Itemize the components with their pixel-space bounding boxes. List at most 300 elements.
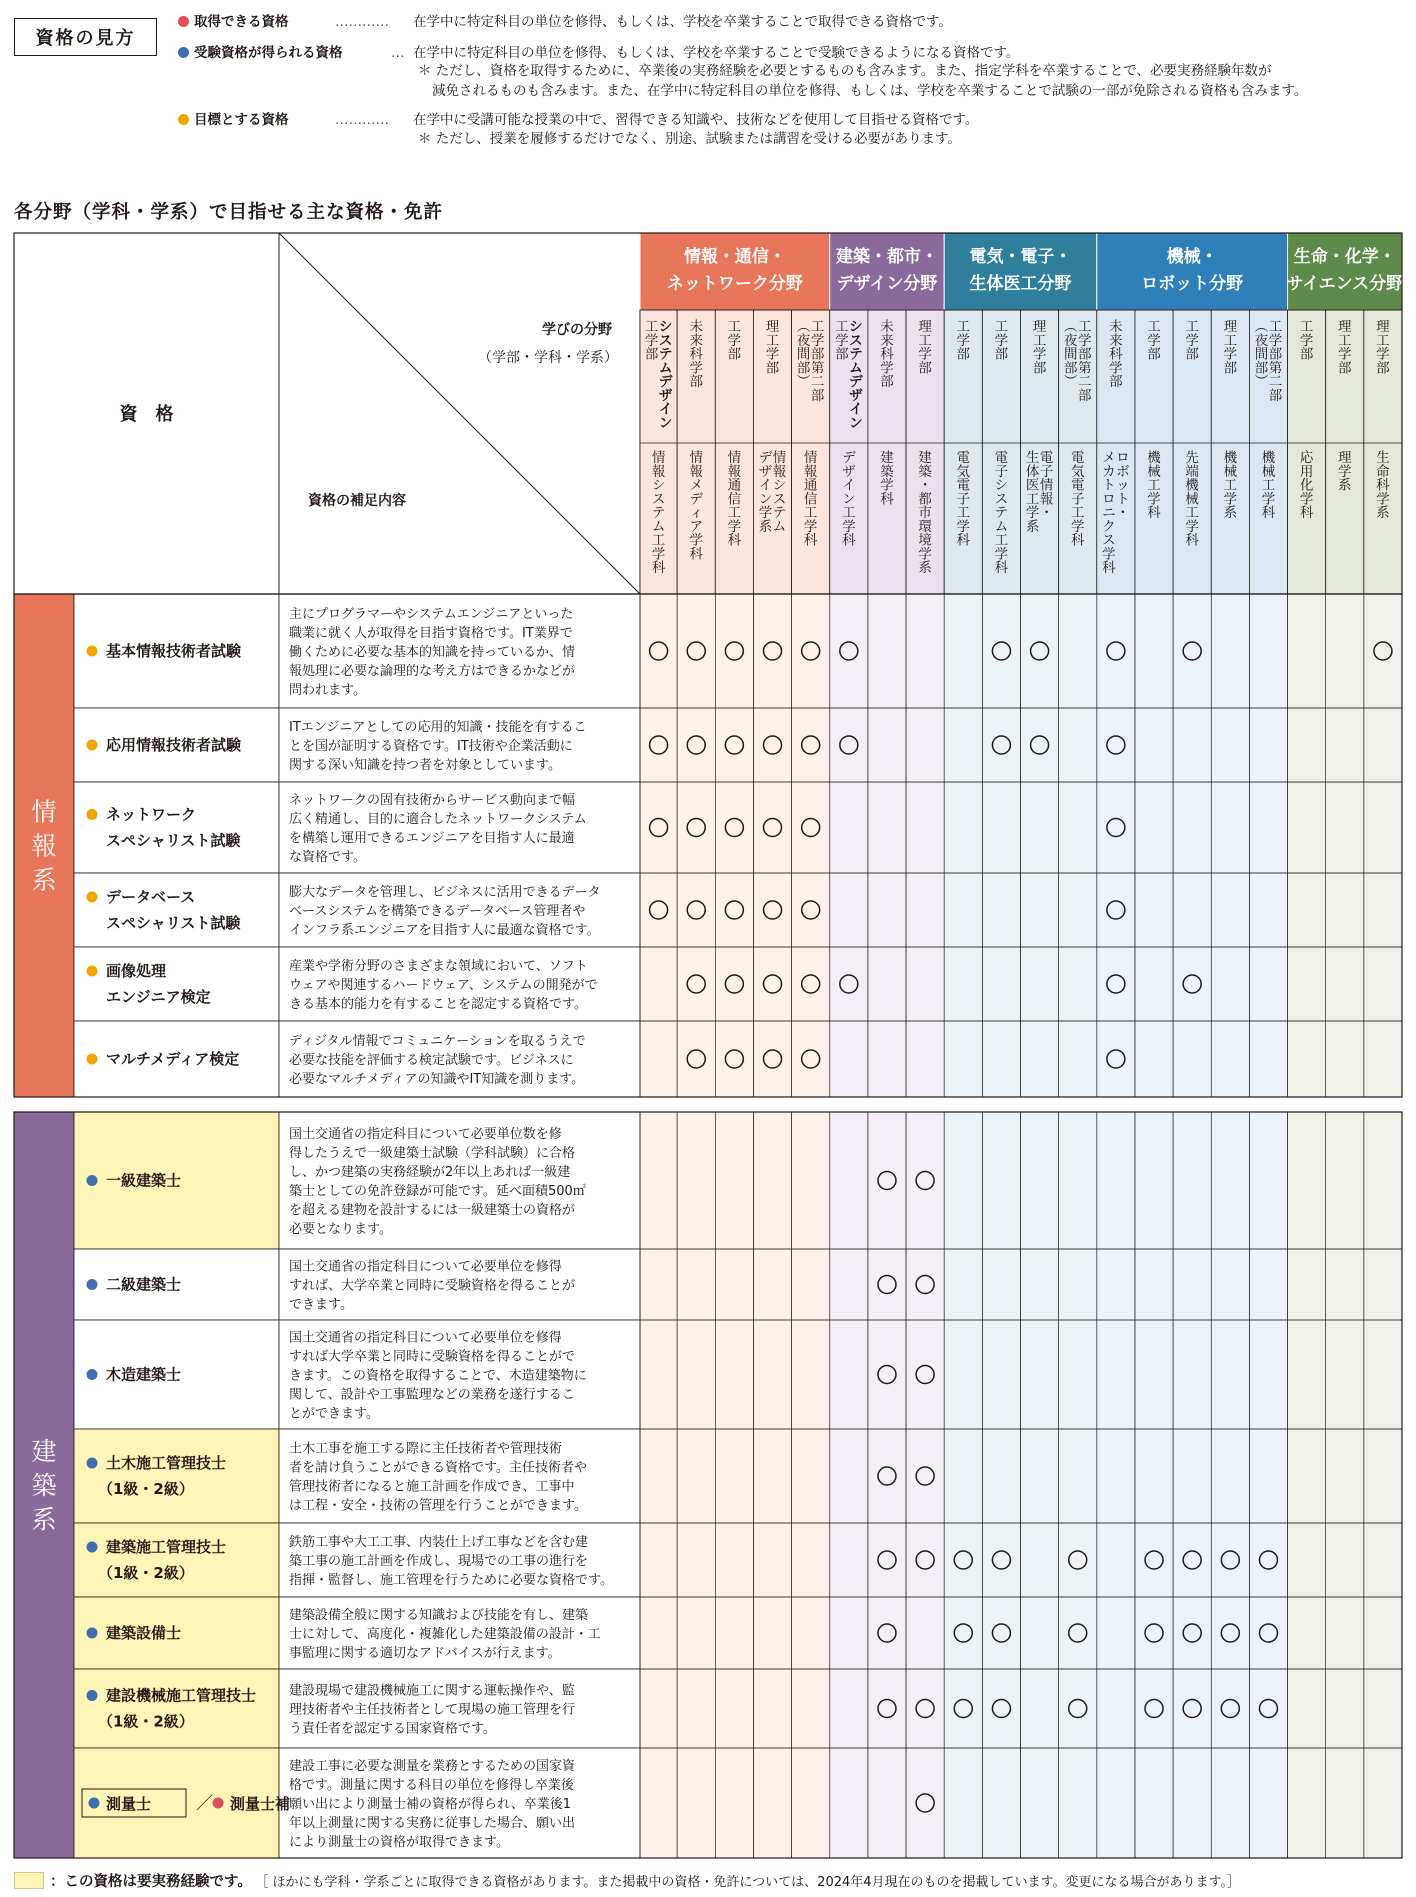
blue-dot-icon (87, 1628, 98, 1639)
svg-text:部: 部 (994, 346, 1009, 363)
column-band (1097, 1112, 1135, 1858)
svg-text:部: 部 (810, 387, 825, 404)
qualification-description: 関して、設計や工事監理などの業務を遂行するこ (289, 1387, 575, 1403)
column-dept (880, 449, 894, 507)
svg-text:工: 工 (651, 532, 666, 549)
svg-text:夜: 夜 (1063, 332, 1078, 349)
column-band (1249, 1112, 1287, 1858)
svg-text:二: 二 (810, 374, 825, 391)
qualification-name: 木造建築士 (106, 1365, 182, 1384)
svg-text:通: 通 (803, 477, 818, 494)
svg-text:応: 応 (1299, 450, 1314, 466)
svg-text:デ: デ (842, 450, 856, 466)
svg-text:ロ: ロ (1116, 450, 1130, 466)
column-dept (842, 450, 856, 549)
field-group-name: ネットワーク分野 (666, 274, 803, 294)
column-band (715, 594, 753, 1097)
svg-text:ス: ス (1102, 532, 1116, 549)
column-faculty (689, 318, 703, 390)
svg-text:系: 系 (1376, 505, 1390, 522)
qualification-description: 必要となります。 (289, 1222, 392, 1237)
svg-text:械: 械 (1261, 463, 1276, 480)
svg-text:子: 子 (1039, 463, 1054, 480)
qualification-description: 年以上測量に関する実務に従事した場合、願い出 (289, 1816, 576, 1831)
svg-text:ス: ス (772, 491, 787, 508)
svg-text:学: 学 (1025, 505, 1040, 522)
qualification-description: とを国が証明する資格です。IT技術や企業活動に (289, 739, 573, 754)
svg-text:工: 工 (1185, 505, 1199, 522)
svg-text:部: 部 (644, 346, 659, 363)
svg-text:夜: 夜 (796, 332, 811, 349)
column-band (944, 594, 982, 1097)
blue-dot-icon (87, 1458, 98, 1469)
svg-text:ム: ム (651, 518, 666, 535)
svg-text:科: 科 (1102, 560, 1116, 577)
svg-text:学: 学 (956, 332, 971, 349)
column-band (1364, 594, 1402, 1097)
column-dept (728, 449, 742, 549)
section-label: 築 (31, 1471, 57, 1500)
svg-text:械: 械 (1185, 491, 1199, 508)
column-dept (1300, 450, 1314, 521)
svg-text:科: 科 (880, 346, 894, 363)
qualification-description: 報処理に必要な論理的な考え方はできるかなどが (289, 664, 576, 679)
svg-text:ム: ム (849, 360, 863, 377)
svg-text:工: 工 (835, 319, 849, 335)
separator: ／ (196, 1794, 213, 1814)
svg-text:学: 学 (1338, 346, 1352, 363)
orange-dot-icon (87, 646, 98, 657)
svg-text:ッ: ッ (1116, 477, 1130, 494)
svg-text:理: 理 (765, 319, 780, 335)
svg-text:命: 命 (1376, 463, 1390, 480)
svg-text:二: 二 (1077, 374, 1092, 391)
svg-text:学: 学 (880, 360, 894, 377)
svg-text:学: 学 (727, 332, 742, 349)
column-faculty (1078, 319, 1092, 404)
svg-text:学: 学 (1261, 491, 1276, 508)
field-group-header (640, 233, 830, 310)
svg-text:ザ: ザ (758, 463, 773, 480)
svg-text:来: 来 (689, 332, 703, 349)
svg-text:部: 部 (1032, 360, 1047, 377)
svg-text:用: 用 (1299, 463, 1314, 480)
svg-text:学: 学 (1338, 463, 1352, 480)
qualification-description: 国土交通省の指定科目について必要単位を修得 (289, 1259, 562, 1275)
qualification-description: 問われます。 (289, 683, 366, 698)
svg-text:夜: 夜 (1254, 332, 1269, 349)
qualification-name: 応用情報技術者試験 (106, 736, 242, 754)
svg-text:部: 部 (765, 360, 780, 377)
svg-text:シ: シ (651, 477, 666, 494)
legend-note: 減免されるものも含みます。また、在学中に特定科目の単位を修得、もしくは、学校を卒業することで試験の一部が免除される資格も含みます。 (432, 83, 1308, 99)
svg-text:械: 械 (1147, 463, 1161, 480)
qualification-description: を超える建物を設計するには一級建築士の資格が (289, 1203, 576, 1218)
qualification-description: は工程・安全・技術の管理を行うことができます。 (289, 1498, 587, 1514)
svg-text:工: 工 (1032, 332, 1047, 349)
orange-dot-icon (87, 966, 98, 977)
qualification-description: 必要な技能を評価する検定試験です。ビジネスに (289, 1053, 574, 1068)
column-dept (918, 449, 932, 576)
footer (14, 1870, 1240, 1891)
section-label: 情 (31, 797, 57, 827)
column-band (830, 594, 868, 1097)
svg-text:工: 工 (994, 319, 1009, 335)
svg-text:メ: メ (689, 477, 703, 494)
svg-text:未: 未 (689, 319, 703, 335)
field-group-header (944, 233, 1097, 310)
qualification-cell (74, 947, 279, 1021)
svg-text:ス: ス (849, 332, 863, 349)
svg-text:理: 理 (1338, 319, 1352, 335)
svg-text:生: 生 (1025, 450, 1040, 466)
qualification-name: 画像処理 (106, 962, 167, 980)
column-band (1211, 594, 1249, 1097)
svg-text:イ: イ (658, 401, 673, 418)
svg-text:系: 系 (1223, 505, 1238, 522)
column-dept (1376, 449, 1390, 521)
svg-text:電: 電 (994, 450, 1009, 466)
svg-text:ア: ア (689, 518, 703, 535)
svg-text:生: 生 (1376, 450, 1390, 466)
svg-text:科: 科 (1185, 532, 1199, 549)
column-dept (1116, 450, 1130, 521)
svg-text:デ: デ (689, 491, 703, 508)
legend-name: 目標とする資格 (194, 112, 289, 128)
svg-text:デ: デ (849, 374, 863, 391)
legend-desc: 在学中に特定科目の単位を修得、もしくは、学校を卒業することで取得できる資格です。 (413, 14, 952, 30)
qualification-description: 事監理に関する適切なアドバイスが行えます。 (289, 1646, 561, 1661)
svg-text:系: 系 (1338, 477, 1352, 494)
svg-text:ン: ン (842, 491, 856, 508)
svg-text:未: 未 (880, 319, 894, 335)
svg-text:・: ・ (918, 477, 932, 494)
svg-text:学: 学 (1147, 491, 1161, 508)
qualification-description: 膨大なデータを管理し、ビジネスに活用できるデータ (289, 885, 601, 900)
blue-dot-icon (87, 1690, 98, 1701)
svg-text:系: 系 (1025, 518, 1040, 535)
qualification-description: 者を請け負うことができる資格です。主任技術者や (289, 1460, 587, 1476)
experience-swatch (14, 1872, 44, 1889)
legend-note: ＊ ただし、授業を履修するだけでなく、別途、試験または講習を受ける必要があります。 (418, 131, 961, 147)
svg-text:ボ: ボ (1116, 463, 1130, 480)
svg-text:電: 電 (956, 450, 971, 466)
qualification-description: 関する深い知識を持つ者を対象としています。 (289, 758, 561, 773)
svg-text:情: 情 (803, 450, 818, 466)
qualification-description: 願い出により測量士補の資格が得られ、卒業後1 (289, 1797, 572, 1812)
svg-text:気: 気 (956, 463, 971, 480)
svg-text:情: 情 (727, 450, 742, 466)
qualification-description: 広く精通し、目的に適合したネットワークシステム (289, 812, 587, 827)
svg-text:機: 機 (1223, 450, 1238, 466)
svg-text:学: 学 (727, 518, 742, 535)
svg-text:学: 学 (842, 518, 856, 535)
qualification-cell (74, 1429, 279, 1523)
section-label: 系 (31, 865, 57, 895)
qualification-name: エンジニア検定 (106, 988, 211, 1006)
field-group-name: 生体医工分野 (969, 274, 1072, 294)
column-faculty (728, 319, 742, 363)
orange-dot-icon (87, 892, 98, 903)
svg-text:系: 系 (918, 560, 932, 577)
column-faculty (918, 319, 932, 376)
svg-text:電: 電 (956, 477, 971, 494)
svg-text:工: 工 (1070, 505, 1085, 522)
svg-text:ム: ム (772, 518, 787, 535)
svg-text:工: 工 (803, 505, 818, 522)
svg-text:工: 工 (1147, 477, 1161, 494)
qualification-description: 得したうえで一級建築士試験（学科試験）に合格 (289, 1146, 576, 1161)
svg-text:工: 工 (644, 319, 659, 335)
svg-text:理: 理 (1376, 319, 1390, 335)
svg-text:シ: シ (658, 319, 673, 335)
red-dot-icon (213, 1798, 224, 1809)
svg-text:来: 来 (1109, 332, 1123, 349)
qualification-description: すれば、大学卒業と同時に受験資格を得ることが (289, 1278, 576, 1294)
legend-item-exam: 受験資格が得られる資格 … 在学中に特定科目の単位を修得、もしくは、学校を卒業することで受験できるようになる資格です。 (178, 44, 1019, 62)
column-band (830, 1112, 868, 1858)
column-band (1173, 1112, 1211, 1858)
svg-text:学: 学 (765, 346, 780, 363)
qualification-name: 二級建築士 (106, 1275, 182, 1294)
qualification-description: きる基本的能力を有することを認定する資格です。 (289, 997, 587, 1012)
svg-text:工: 工 (1223, 332, 1238, 349)
column-band (1326, 1112, 1364, 1858)
qualification-description: きます。この資格を取得することで、木造建築物に (289, 1368, 587, 1384)
svg-text:科: 科 (880, 491, 894, 508)
svg-text:間: 間 (1063, 346, 1078, 363)
svg-text:第: 第 (1077, 360, 1092, 377)
svg-text:医: 医 (1025, 477, 1040, 494)
qualification-description: とができます。 (289, 1406, 379, 1422)
column-band (1326, 594, 1364, 1097)
legend-item-acquire: 取得できる資格 ………… 在学中に特定科目の単位を修得、もしくは、学校を卒業することで取得できる資格です。 (178, 13, 952, 31)
column-faculty (766, 319, 780, 376)
svg-text:理: 理 (1338, 450, 1352, 466)
field-group-name: 生命・化学・ (1293, 247, 1396, 267)
svg-text:情: 情 (1039, 477, 1054, 494)
column-band (792, 594, 830, 1097)
legend-title: 資格の見方 (14, 18, 157, 56)
column-faculty (1109, 318, 1123, 390)
svg-text:工: 工 (1261, 477, 1276, 494)
svg-text:報: 報 (689, 463, 703, 480)
svg-text:科: 科 (1109, 346, 1123, 363)
qualification-name: マルチメディア検定 (106, 1050, 240, 1068)
svg-text:環: 環 (918, 518, 932, 535)
svg-text:学: 学 (689, 532, 703, 549)
svg-text:学: 学 (1223, 346, 1238, 363)
column-band (1211, 1112, 1249, 1858)
svg-text:子: 子 (956, 491, 971, 508)
svg-text:部: 部 (796, 360, 811, 377)
svg-text:学: 学 (644, 332, 659, 349)
svg-text:︶: ︶ (1254, 374, 1269, 391)
qualification-description: 管理技術者になると施工計画を作成でき、工事中 (289, 1479, 575, 1495)
svg-text:学: 学 (835, 332, 849, 349)
svg-text:シ: シ (849, 319, 863, 335)
svg-text:工: 工 (1299, 319, 1314, 335)
svg-text:部: 部 (1077, 387, 1092, 404)
column-dept (652, 449, 666, 576)
header-note-label: 資格の補足内容 (308, 493, 406, 509)
svg-text:築: 築 (918, 463, 932, 480)
svg-text:部: 部 (1254, 360, 1269, 377)
qualification-name: 測量士 (106, 1795, 152, 1813)
svg-text:︵: ︵ (796, 319, 811, 335)
svg-text:学: 学 (1268, 332, 1283, 349)
column-faculty (849, 319, 863, 431)
qualification-name: （1級・2級） (98, 1480, 194, 1498)
column-band (906, 594, 944, 1097)
svg-text:メ: メ (1102, 450, 1116, 466)
svg-text:学: 学 (758, 505, 773, 522)
svg-text:部: 部 (1109, 374, 1123, 391)
qualification-description: 鉄筋工事や大工工事、内装仕上げ工事などを含む建 (289, 1535, 589, 1550)
column-faculty (645, 319, 659, 363)
column-faculty (1338, 319, 1352, 376)
svg-text:科: 科 (689, 346, 703, 363)
column-band (1135, 594, 1173, 1097)
svg-text:学: 学 (1223, 491, 1238, 508)
column-band (715, 1112, 753, 1858)
qualification-cell (74, 1669, 279, 1748)
column-band (677, 594, 715, 1097)
svg-text:部: 部 (956, 346, 971, 363)
column-faculty (1224, 319, 1238, 376)
svg-text:ス: ス (994, 491, 1009, 508)
column-band (1135, 1112, 1173, 1858)
svg-text:学: 学 (689, 360, 703, 377)
svg-text:工: 工 (1338, 332, 1352, 349)
svg-text:子: 子 (1070, 491, 1085, 508)
svg-text:科: 科 (956, 532, 971, 549)
svg-text:学: 学 (1299, 491, 1314, 508)
section-title: 各分野（学科・学系）で目指せる主な資格・免許 (14, 202, 444, 223)
svg-text:信: 信 (727, 491, 742, 508)
column-dept (1262, 449, 1276, 521)
svg-text:学: 学 (803, 518, 818, 535)
field-group-name: 建築・都市・ (835, 247, 938, 267)
column-faculty (811, 319, 825, 404)
svg-text:︵: ︵ (1254, 319, 1269, 335)
svg-text:学: 学 (1070, 518, 1085, 535)
svg-text:工: 工 (918, 332, 932, 349)
svg-text:機: 機 (1261, 450, 1276, 466)
qualification-description: 職業に就く人が取得を目指す資格です。IT業界で (289, 626, 573, 641)
svg-text:学: 学 (651, 546, 666, 563)
svg-text:ス: ス (658, 332, 673, 349)
field-group-name: ロボット分野 (1141, 274, 1244, 294)
svg-text:報: 報 (803, 463, 818, 480)
qualification-name: （1級・2級） (98, 1712, 194, 1731)
qualification-description: し、かつ建築の実務経験が2年以上あれば一級建 (289, 1165, 571, 1180)
svg-text:先: 先 (1185, 450, 1199, 466)
svg-text:信: 信 (803, 491, 818, 508)
svg-text:第: 第 (810, 360, 825, 377)
column-dept (957, 450, 971, 549)
svg-text:理: 理 (918, 319, 932, 335)
svg-text:科: 科 (1147, 505, 1161, 522)
orange-dot-icon (87, 809, 98, 820)
qualification-name: スペシャリスト試験 (106, 831, 241, 850)
section-label: 建 (31, 1437, 57, 1466)
qualification-description: 築工事の施工計画を作成し、現場での工事の進行を (289, 1554, 589, 1569)
svg-text:械: 械 (1223, 463, 1238, 480)
svg-text:部: 部 (1376, 360, 1390, 377)
blue-dot-icon (87, 1542, 98, 1553)
qualification-name: （1級・2級） (98, 1564, 194, 1582)
field-group-name: デザイン分野 (836, 274, 938, 294)
svg-text:理: 理 (1032, 319, 1047, 335)
svg-text:科: 科 (689, 546, 703, 563)
qualification-description: 主にプログラマーやシステムエンジニアといった (289, 607, 574, 622)
qualification-description: 築士としての免許登録が可能です。延べ面積500㎡ (289, 1184, 586, 1199)
svg-text:建: 建 (918, 450, 932, 466)
footer-swatch-text: ：この資格は要実務経験です。 (50, 1874, 252, 1890)
column-band (753, 1112, 791, 1858)
svg-text:来: 来 (880, 332, 894, 349)
qualification-description: ディジタル情報でコミュニケーションを取るうえで (289, 1034, 586, 1049)
svg-text:科: 科 (727, 532, 742, 549)
svg-text:科: 科 (994, 560, 1009, 577)
qualification-name: 建築設備士 (106, 1624, 182, 1642)
svg-text:学: 学 (994, 332, 1009, 349)
svg-text:イ: イ (842, 477, 856, 494)
svg-text:学: 学 (1032, 346, 1047, 363)
column-faculty (880, 318, 894, 390)
qualification-description: できます。 (289, 1297, 353, 1313)
svg-text:部: 部 (835, 346, 849, 363)
svg-text:通: 通 (727, 477, 742, 494)
qualification-description: 国土交通省の指定科目について必要単位を修得 (289, 1330, 562, 1346)
svg-text:工: 工 (1077, 319, 1092, 335)
column-band (1020, 594, 1058, 1097)
qualification-description: 建築設備全般に関する知識および技能を有し、建築 (289, 1608, 589, 1623)
svg-text:工: 工 (842, 505, 856, 522)
column-faculty (1185, 319, 1199, 363)
column-faculty (835, 319, 849, 363)
svg-text:工: 工 (727, 319, 742, 335)
svg-text:間: 間 (1254, 346, 1269, 363)
column-band (982, 594, 1020, 1097)
svg-text:科: 科 (803, 532, 818, 549)
svg-text:機: 機 (1147, 450, 1161, 466)
column-dept (804, 449, 818, 549)
field-group-name: 機械・ (1166, 247, 1218, 267)
svg-text:報: 報 (727, 463, 742, 480)
svg-text:カ: カ (1102, 463, 1116, 480)
svg-text:電: 電 (1070, 450, 1085, 466)
svg-text:情: 情 (689, 450, 703, 466)
svg-text:部: 部 (1268, 346, 1283, 363)
svg-text:電: 電 (1070, 477, 1085, 494)
svg-text:工: 工 (727, 505, 742, 522)
column-dept (689, 449, 703, 562)
header-qual-label: 資 格 (119, 404, 174, 425)
svg-text:ク: ク (1102, 518, 1116, 535)
svg-text:学: 学 (1109, 360, 1123, 377)
svg-text:ト: ト (1116, 491, 1130, 508)
field-group-name: 情報・通信・ (683, 247, 786, 267)
svg-text:デ: デ (758, 450, 773, 466)
section-label: 報 (31, 831, 57, 861)
svg-text:間: 間 (796, 346, 811, 363)
column-faculty (1064, 319, 1078, 390)
column-band (868, 594, 906, 1097)
legend-note: ＊ ただし、資格を取得するために、卒業後の実務経験を必要とするものも含みます。また、指定学科を卒業することで、必要実務経験年数が (418, 63, 1272, 79)
orange-dot-icon (87, 1054, 98, 1065)
